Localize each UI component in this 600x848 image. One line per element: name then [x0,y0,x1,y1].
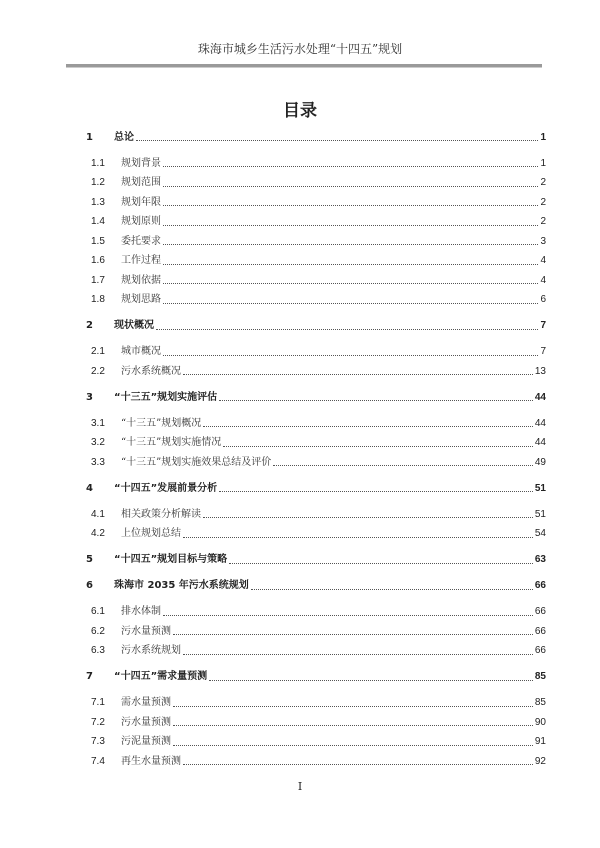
toc-entry-page: 44 [534,417,546,429]
toc-entry-number: 4.1 [91,508,105,520]
toc-entry[interactable] [82,524,546,544]
dot-leader [163,355,538,356]
running-header: 珠海市城乡生活污水处理“十四五”规划 [197,42,403,56]
dot-leader [203,517,533,518]
toc-entry[interactable] [82,362,546,382]
toc-entry-title: 污水量预测 [121,625,171,637]
toc-entry-title: 再生水量预测 [121,755,181,767]
toc-entry[interactable] [82,641,546,661]
toc-entry[interactable] [82,752,546,772]
toc-entry-number: 3 [86,391,93,403]
toc-entry-page: 85 [534,697,546,708]
toc-entry-title: 污水系统概况 [121,365,181,377]
toc-entry-number: 1.1 [91,157,105,169]
toc-entry[interactable] [82,316,546,336]
dot-leader [163,615,533,616]
toc-entry-title: “十三五”规划概况 [121,417,202,429]
toc-entry-title: 需水量预测 [121,697,171,708]
toc-entry-number: 1.5 [91,235,105,247]
dot-leader [163,303,538,304]
dot-leader [163,283,538,284]
toc-entry-page: 91 [534,736,546,747]
toc-entry-number: 6.3 [91,645,105,656]
toc-entry-title: 上位规划总结 [121,528,181,539]
toc-entry[interactable] [82,713,546,733]
toc-entry-page: 2 [540,196,546,208]
toc-entry-page: 3 [540,235,546,247]
toc-entry-title: 规划背景 [121,157,161,169]
toc-entry-page: 85 [534,671,546,682]
toc-entry-page: 2 [540,216,546,227]
toc-entry-number: 6.1 [91,606,105,617]
dot-leader [223,446,533,447]
dot-leader [209,680,533,681]
toc-entry-page: 51 [534,482,546,494]
dot-leader [173,725,533,726]
toc-entry-number: 1.8 [91,294,105,305]
toc-entry[interactable] [82,732,546,752]
toc-entry[interactable] [82,232,546,252]
toc-entry-number: 7.1 [91,697,105,708]
toc-entry-title: 污水量预测 [121,716,171,728]
toc-entry-page: 49 [534,456,546,468]
toc-entry-number: 1 [86,131,93,143]
toc-entry-page: 13 [534,365,546,377]
toc-entry[interactable] [82,667,546,687]
toc-entry-title: 规划依据 [121,274,161,286]
dot-leader [173,745,533,746]
toc-entry-number: 4 [86,482,93,494]
toc-entry-page: 2 [540,177,546,188]
toc-entry-number: 7 [86,671,93,682]
dot-leader [163,186,538,187]
toc-entry-number: 1.3 [91,196,105,208]
toc-entry[interactable] [82,388,546,408]
toc-entry-title: 珠海市 2035 年污水系统规划 [114,580,249,591]
toc-entry[interactable] [82,602,546,622]
toc-entry-title: 总论 [114,131,134,143]
dot-leader [136,140,538,141]
dot-leader [203,426,533,427]
toc-entry-page: 63 [534,554,546,565]
toc-entry[interactable] [82,505,546,525]
dot-leader [163,205,538,206]
toc-entry[interactable] [82,128,546,148]
toc-entry[interactable] [82,193,546,213]
toc-entry-number: 3.3 [91,456,105,468]
toc-entry[interactable] [82,154,546,174]
toc-entry-title: 污泥量预测 [121,736,171,747]
toc-entry-number: 6 [86,580,93,591]
dot-leader [219,491,533,492]
dot-leader [251,589,533,590]
toc-entry-page: 51 [534,508,546,520]
dot-leader [163,225,538,226]
dot-leader [163,244,538,245]
dot-leader [156,329,538,330]
toc-entry[interactable] [82,342,546,362]
dot-leader [229,563,533,564]
dot-leader [183,654,533,655]
toc-entry-page: 44 [534,437,546,448]
header-rule [66,64,542,68]
toc-entry[interactable] [82,173,546,193]
toc-entry-title: 规划年限 [121,196,161,208]
toc-entry-title: “十四五”规划目标与策略 [114,554,228,565]
dot-leader [163,166,538,167]
toc-entry-title: “十三五”规划实施评估 [114,391,218,403]
toc-entry-number: 7.2 [91,716,105,728]
toc-entry-title: 排水体制 [121,606,161,617]
toc-entry-page: 44 [534,391,546,403]
toc-entry-title: 污水系统规划 [121,645,181,656]
toc-entry-page: 92 [534,755,546,767]
toc-entry-title: 城市概况 [121,346,161,357]
toc-entry-title: 工作过程 [121,255,161,266]
toc-entry-number: 3.1 [91,417,105,429]
toc-entry-number: 4.2 [91,528,105,539]
toc-entry[interactable] [82,414,546,434]
toc-entry-title: 委托要求 [121,235,161,247]
toc-entry-title: 规划范围 [121,177,161,188]
toc-entry[interactable] [82,433,546,453]
toc-entry-page: 90 [534,716,546,728]
toc-entry-number: 2.1 [91,346,105,357]
table-of-contents [82,121,546,771]
toc-entry-page: 66 [534,645,546,656]
toc-title: 目录 [283,101,317,121]
toc-entry-title: 现状概况 [114,320,154,331]
toc-entry[interactable] [82,576,546,596]
toc-entry[interactable] [82,271,546,291]
toc-entry-page: 66 [534,625,546,637]
toc-entry-page: 66 [534,606,546,617]
toc-entry-number: 1.7 [91,274,105,286]
toc-entry[interactable] [82,693,546,713]
toc-entry-page: 1 [540,131,546,143]
toc-entry-page: 66 [534,580,546,591]
toc-entry-number: 5 [86,554,93,565]
toc-entry[interactable] [82,479,546,499]
toc-entry-number: 1.6 [91,255,105,266]
dot-leader [173,706,533,707]
toc-entry-page: 7 [540,346,546,357]
dot-leader [273,465,533,466]
toc-entry-number: 7.4 [91,755,105,767]
toc-entry-title: “十四五”发展前景分析 [114,482,218,494]
toc-entry-page: 54 [534,528,546,539]
toc-entry-page: 6 [540,294,546,305]
toc-entry-number: 2.2 [91,365,105,377]
toc-entry-number: 6.2 [91,625,105,637]
toc-entry-number: 1.4 [91,216,105,227]
toc-entry-number: 2 [86,320,93,331]
toc-entry-page: 4 [540,255,546,266]
toc-entry-number: 3.2 [91,437,105,448]
toc-entry-number: 1.2 [91,177,105,188]
dot-leader [183,537,533,538]
toc-entry-title: 规划思路 [121,294,161,305]
toc-entry-title: “十四五”需求量预测 [114,671,208,682]
dot-leader [163,264,538,265]
toc-entry-title: 相关政策分析解读 [121,508,201,520]
toc-entry-page: 1 [540,157,546,169]
toc-entry[interactable] [82,290,546,310]
toc-entry-title: “十三五”规划实施情况 [121,437,222,448]
toc-entry-title: 规划原则 [121,216,161,227]
toc-entry-title: “十三五”规划实施效果总结及评价 [121,456,272,468]
toc-entry-page: 7 [540,320,546,331]
dot-leader [183,374,533,375]
toc-entry[interactable] [82,453,546,473]
toc-entry[interactable] [82,622,546,642]
page-number: I [297,780,303,793]
toc-entry[interactable] [82,550,546,570]
dot-leader [173,634,533,635]
toc-entry[interactable] [82,251,546,271]
toc-entry-number: 7.3 [91,736,105,747]
dot-leader [183,764,533,765]
toc-entry[interactable] [82,212,546,232]
toc-entry-page: 4 [540,274,546,286]
dot-leader [219,400,533,401]
